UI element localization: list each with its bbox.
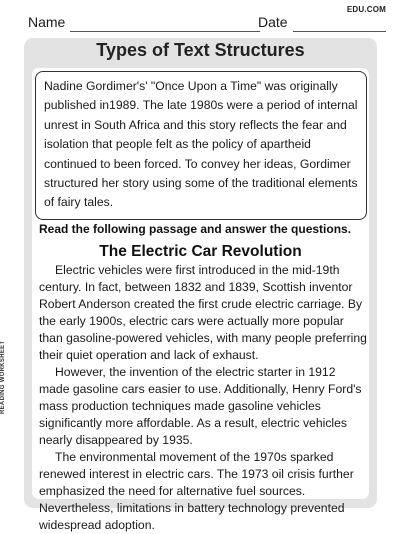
- instruction-text: Read the following passage and answer the questions.: [39, 222, 352, 236]
- brand-logo: EDU.COM: [346, 5, 386, 14]
- worksheet-card: [24, 38, 377, 532]
- worksheet-title: Types of Text Structures: [96, 40, 305, 60]
- intro-text: Nadine Gordimer's' "Once Upon a Time" was originally published in1989. The late 1980s were a period of internal unrest in South Africa and this story reflects the fear and isolation that people felt as the policy of apartheid continued to been forced. To convey her ideas, Gordimer structured her story using some of the traditional elements of fairy tales.: [44, 79, 358, 210]
- date-label: Date: [258, 14, 288, 30]
- worksheet-body: [32, 68, 369, 532]
- intro-box: [35, 71, 367, 220]
- passage-paragraph: The environmental movement of the 1970s sparked renewed interest in electric cars. The 1973 oil crisis further emphasized the need for alternative fuel sources. Nevertheless, limitations in battery technology prevented widespread adoption.: [39, 450, 354, 532]
- passage-paragraph: Electric vehicles were first introduced in the mid-19th century. In fact, between 1832 and 1839, Scottish inventor Robert Anderson created the first crude electric carriage. By the early 1900s, electric cars were actually more popular than gasoline-powered vehicles, with many people preferring their quiet operation and lack of exhaust.: [39, 263, 367, 362]
- header-row: [28, 5, 386, 34]
- side-label: READING WORKSHEET: [0, 340, 6, 414]
- passage-paragraph: However, the invention of the electric starter in 1912 made gasoline cars easier to use. Additionally, Henry Ford's mass production techniques made gasoline vehicles significantly more affordable. As a result, electric vehicles nearly disappeared by 1935.: [39, 365, 362, 447]
- passage: [39, 262, 367, 534]
- date-line[interactable]: [293, 31, 386, 32]
- name-line[interactable]: [70, 31, 260, 32]
- passage-title: The Electric Car Revolution: [99, 243, 302, 260]
- name-label: Name: [28, 14, 66, 30]
